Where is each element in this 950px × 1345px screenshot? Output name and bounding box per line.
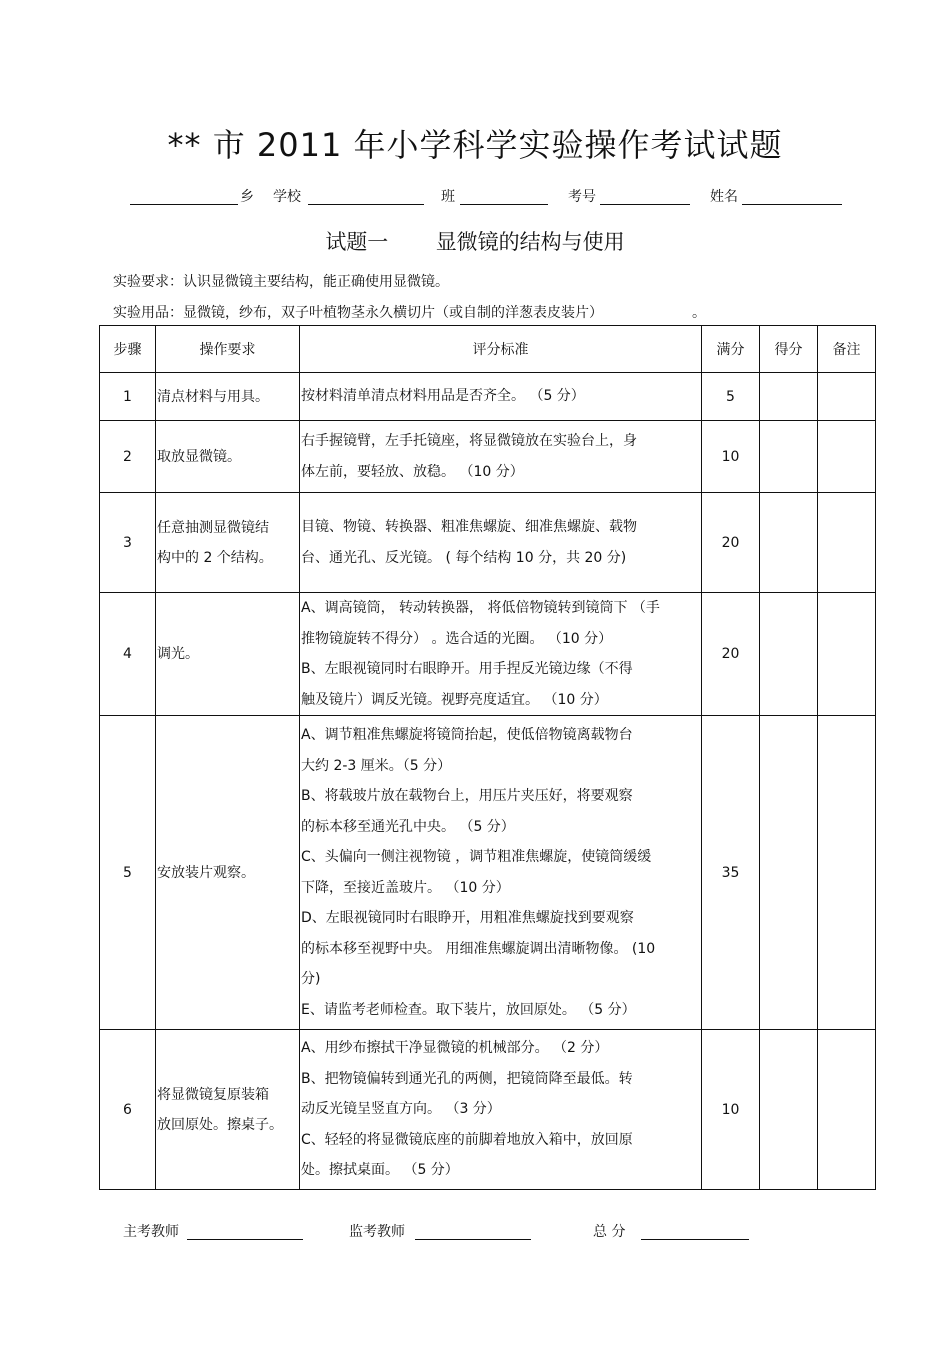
criteria-line: C、头偏向一侧注视物镜 ，调节粗准焦螺旋，使镜筒缓缓 bbox=[301, 849, 652, 865]
remarks-cell[interactable] bbox=[818, 593, 876, 716]
header-full-score: 满分 bbox=[702, 326, 760, 373]
criteria-line: A、用纱布擦拭干净显微镜的机械部分。 （2 分） bbox=[301, 1040, 609, 1057]
remarks-cell[interactable] bbox=[818, 373, 876, 421]
header-operation: 操作要求 bbox=[156, 326, 300, 373]
operation-line: 清点材料与用具。 bbox=[157, 388, 269, 405]
page-title: ** 市 2011 年小学科学实验操作考试试题 bbox=[167, 126, 783, 164]
township-blank[interactable] bbox=[130, 204, 238, 205]
scoring-criteria bbox=[300, 593, 702, 716]
criteria-line: 的标本移至视野中央。 用细准焦螺旋调出清晰物像。 (10 bbox=[301, 940, 656, 957]
criteria-line: A、调节粗准焦螺旋将镜筒抬起，使低倍物镜离载物台 bbox=[301, 727, 633, 743]
name-blank[interactable] bbox=[742, 204, 842, 205]
full-score: 35 bbox=[702, 716, 760, 1030]
remarks-cell[interactable] bbox=[818, 493, 876, 593]
proctor-label: 监考教师 bbox=[349, 1224, 405, 1240]
operation-line: 任意抽测显微镜结 bbox=[157, 519, 269, 536]
exam-no-label: 考号 bbox=[568, 189, 596, 205]
operation-requirement bbox=[156, 421, 300, 493]
operation-line: 取放显微镜。 bbox=[157, 448, 241, 465]
chief-examiner-blank[interactable] bbox=[187, 1239, 303, 1240]
class-label: 班 bbox=[441, 189, 455, 205]
step-number: 6 bbox=[100, 1030, 156, 1190]
header-score: 得分 bbox=[760, 326, 818, 373]
score-cell[interactable] bbox=[760, 421, 818, 493]
criteria-line: A、调高镜筒， 转动转换器， 将低倍物镜转到镜筒下 （手 bbox=[301, 600, 660, 616]
score-cell[interactable] bbox=[760, 593, 818, 716]
operation-requirement bbox=[156, 373, 300, 421]
table-row bbox=[100, 593, 876, 716]
criteria-line: 推物镜旋转不得分） 。选合适的光圈。 （10 分） bbox=[301, 630, 613, 647]
school-blank[interactable] bbox=[308, 204, 424, 205]
question-topic: 显微镜的结构与使用 bbox=[435, 230, 625, 254]
criteria-line: 触及镜片）调反光镜。视野亮度适宜。 （10 分） bbox=[301, 691, 608, 708]
scoring-table bbox=[99, 325, 876, 1190]
operation-requirement bbox=[156, 1030, 300, 1190]
scoring-criteria bbox=[300, 373, 702, 421]
student-info-row bbox=[130, 184, 842, 208]
school-label: 学校 bbox=[273, 189, 301, 205]
experiment-requirement: 实验要求：认识显微镜主要结构，能正确使用显微镜。 bbox=[113, 274, 449, 290]
criteria-line: 下降，至接近盖玻片。 （10 分） bbox=[301, 879, 510, 896]
criteria-line: 分) bbox=[301, 971, 321, 987]
township-label: 乡 bbox=[240, 189, 254, 205]
full-score: 10 bbox=[702, 421, 760, 493]
table-row bbox=[100, 1030, 876, 1190]
step-number: 3 bbox=[100, 493, 156, 593]
criteria-line: 按材料清单清点材料用品是否齐全。 （5 分） bbox=[301, 388, 585, 405]
remarks-cell[interactable] bbox=[818, 716, 876, 1030]
name-label: 姓名 bbox=[710, 189, 738, 205]
signature-row bbox=[123, 1219, 763, 1243]
criteria-line: 体左前，要轻放、放稳。 （10 分） bbox=[301, 463, 524, 480]
full-score: 5 bbox=[702, 373, 760, 421]
step-number: 4 bbox=[100, 593, 156, 716]
full-score: 20 bbox=[702, 493, 760, 593]
criteria-line: 大约 2-3 厘米。（5 分） bbox=[301, 757, 452, 774]
criteria-line: D、左眼视镜同时右眼睁开，用粗准焦螺旋找到要观察 bbox=[301, 910, 634, 926]
question-number: 试题一 bbox=[325, 230, 389, 254]
chief-examiner-label: 主考教师 bbox=[123, 1224, 179, 1240]
remarks-cell[interactable] bbox=[818, 421, 876, 493]
criteria-line: 处。擦拭桌面。 （5 分） bbox=[301, 1162, 459, 1179]
exam-no-blank[interactable] bbox=[600, 204, 690, 205]
step-number: 5 bbox=[100, 716, 156, 1030]
table-row bbox=[100, 716, 876, 1030]
criteria-line: E、请监考老师检查。取下装片，放回原处。 （5 分） bbox=[301, 1001, 636, 1018]
operation-requirement bbox=[156, 493, 300, 593]
full-score: 20 bbox=[702, 593, 760, 716]
materials-end-mark: 。 bbox=[692, 305, 706, 321]
scoring-criteria bbox=[300, 493, 702, 593]
operation-requirement bbox=[156, 716, 300, 1030]
score-cell[interactable] bbox=[760, 493, 818, 593]
total-blank[interactable] bbox=[641, 1239, 749, 1240]
header-criteria: 评分标准 bbox=[300, 326, 702, 373]
criteria-line: 动反光镜呈竖直方向。 （3 分） bbox=[301, 1101, 501, 1118]
proctor-blank[interactable] bbox=[415, 1239, 531, 1240]
criteria-line: B、将载玻片放在载物台上，用压片夹压好，将要观察 bbox=[301, 788, 633, 804]
remarks-cell[interactable] bbox=[818, 1030, 876, 1190]
table-row bbox=[100, 373, 876, 421]
total-label: 总 分 bbox=[593, 1224, 626, 1240]
scoring-criteria bbox=[300, 716, 702, 1030]
experiment-materials: 实验用品：显微镜，纱布，双子叶植物茎永久横切片（或自制的洋葱表皮装片） bbox=[113, 305, 603, 321]
operation-line: 构中的 2 个结构。 bbox=[157, 549, 273, 566]
table-row bbox=[100, 493, 876, 593]
criteria-line: 目镜、物镜、转换器、粗准焦螺旋、细准焦螺旋、载物 bbox=[301, 519, 637, 535]
operation-line: 将显微镜复原装箱 bbox=[157, 1086, 269, 1103]
score-cell[interactable] bbox=[760, 1030, 818, 1190]
step-number: 1 bbox=[100, 373, 156, 421]
criteria-line: 右手握镜臂，左手托镜座，将显微镜放在实验台上，身 bbox=[301, 433, 637, 449]
criteria-line: 的标本移至通光孔中央。 （5 分） bbox=[301, 818, 515, 835]
table-header-row bbox=[100, 326, 876, 373]
score-cell[interactable] bbox=[760, 373, 818, 421]
operation-requirement bbox=[156, 593, 300, 716]
table-row bbox=[100, 421, 876, 493]
class-blank[interactable] bbox=[460, 204, 548, 205]
criteria-line: B、左眼视镜同时右眼睁开。用手捏反光镜边缘（不得 bbox=[301, 661, 633, 677]
operation-line: 安放装片观察。 bbox=[157, 864, 255, 881]
header-remarks: 备注 bbox=[818, 326, 876, 373]
full-score: 10 bbox=[702, 1030, 760, 1190]
step-number: 2 bbox=[100, 421, 156, 493]
question-subtitle bbox=[0, 226, 950, 256]
header-step: 步骤 bbox=[100, 326, 156, 373]
operation-line: 调光。 bbox=[157, 646, 199, 662]
scoring-criteria bbox=[300, 421, 702, 493]
scoring-criteria bbox=[300, 1030, 702, 1190]
score-cell[interactable] bbox=[760, 716, 818, 1030]
criteria-line: 台、通光孔、反光镜。 ( 每个结构 10 分，共 20 分) bbox=[301, 549, 627, 566]
operation-line: 放回原处。擦桌子。 bbox=[157, 1116, 283, 1133]
criteria-line: B、把物镜偏转到通光孔的两侧，把镜筒降至最低。转 bbox=[301, 1070, 633, 1087]
criteria-line: C、轻轻的将显微镜底座的前脚着地放入箱中，放回原 bbox=[301, 1131, 633, 1148]
